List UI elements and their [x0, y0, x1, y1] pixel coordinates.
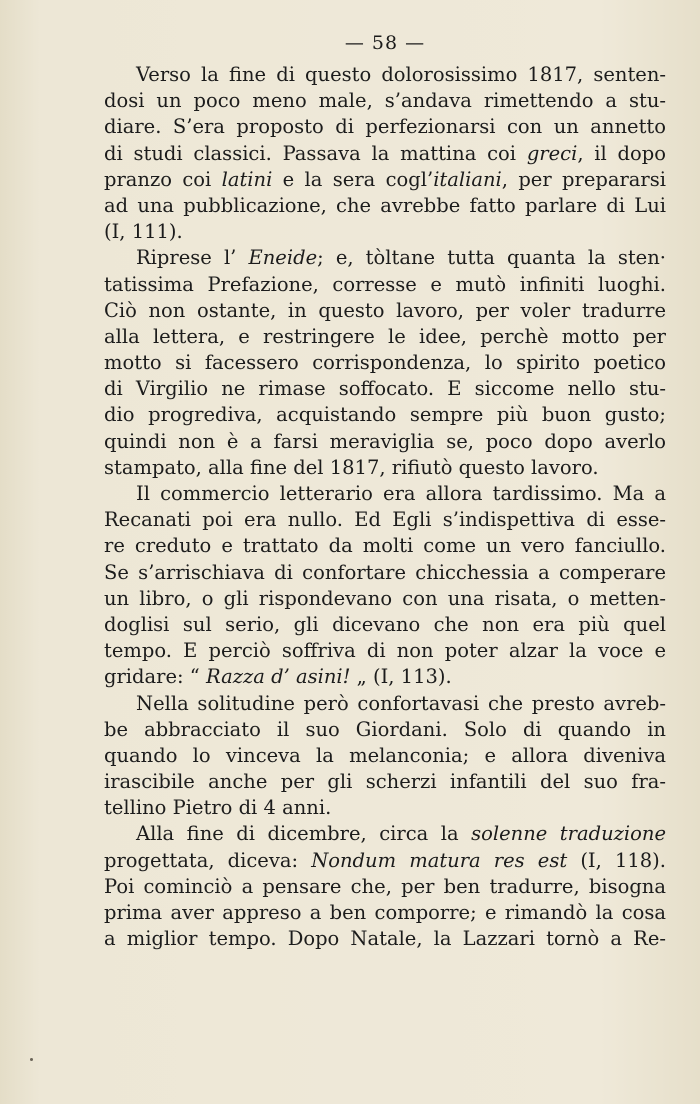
italic-text: Razza d’ asini! — [205, 665, 351, 689]
text-run: Poi cominciò a pensare che, per ben tradurre, bisogna — [104, 874, 666, 898]
text-line — [104, 533, 666, 559]
text-run: Nella solitudine però confortavasi che presto avreb- — [136, 691, 666, 715]
italic-text: italiani — [433, 167, 502, 191]
text-line — [104, 612, 666, 638]
paragraph — [104, 821, 666, 952]
text-run: quindi non è a farsi meraviglia se, poco dopo averlo — [104, 429, 666, 453]
text-run: quando lo vinceva la melanconia; e allora diveniva — [104, 743, 666, 767]
text-line — [104, 429, 666, 455]
text-line — [104, 507, 666, 533]
text-run: dio progrediva, acquistando sempre più buon gusto; — [104, 403, 666, 427]
text-run: Verso la fine di questo dolorosissimo 1817, senten- — [136, 63, 666, 86]
text-line — [104, 926, 666, 952]
text-run: be abbracciato il suo Giordani. Solo di quando in — [104, 717, 666, 741]
text-run: Riprese l’ — [136, 246, 249, 270]
text-line — [104, 298, 666, 324]
text-line — [104, 272, 666, 298]
text-line — [104, 481, 666, 507]
text-line — [104, 88, 666, 114]
page-number: — 58 — — [344, 32, 426, 54]
italic-text: latini — [221, 167, 273, 191]
body-text — [104, 62, 666, 952]
text-run: progettata, diceva: — [104, 848, 312, 872]
text-line — [104, 324, 666, 350]
text-run: Ciò non ostante, in questo lavoro, per voler tradurre — [104, 298, 666, 322]
text-line — [104, 691, 666, 717]
text-line — [104, 219, 666, 245]
paragraph — [104, 691, 666, 822]
text-run: prima aver appreso a ben comporre; e rimandò la cosa — [104, 901, 666, 924]
text-line — [104, 114, 666, 140]
text-line — [104, 821, 666, 847]
text-line — [104, 664, 666, 690]
text-run: di studi classici. Passava la mattina coi — [104, 141, 527, 165]
italic-text: Nondum matura res est — [311, 848, 568, 872]
text-line — [104, 795, 666, 821]
italic-text: solenne traduzione — [471, 822, 666, 846]
text-run: Alla fine di dicembre, circa la — [136, 822, 472, 846]
paragraph — [104, 62, 666, 245]
text-run: ; e, tòltane tutta quanta la sten· — [317, 246, 666, 270]
text-run: tempo. E perciò soffriva di non poter alzar la voce e — [104, 639, 666, 663]
text-run: tellino Pietro di 4 anni. — [104, 796, 332, 820]
text-run: „ (I, 113). — [350, 665, 452, 689]
text-line — [104, 62, 666, 88]
text-run: di Virgilio ne rimase soffocato. E siccome nello stu- — [104, 377, 666, 401]
text-line — [104, 874, 666, 900]
text-run: motto si facessero corrispondenza, lo spirito poetico — [104, 351, 666, 375]
text-run: (I, 111). — [104, 220, 183, 244]
text-run: doglisi sul serio, gli dicevano che non era più quel — [104, 612, 666, 636]
text-line — [104, 455, 666, 481]
text-run: un libro, o gli rispondevano con una risata, o metten- — [104, 586, 666, 610]
text-line — [104, 245, 666, 271]
text-line — [104, 848, 666, 874]
text-line — [104, 638, 666, 664]
text-run: e la sera cogl’ — [272, 167, 434, 191]
text-line — [104, 402, 666, 428]
text-line — [104, 743, 666, 769]
text-run: dosi un poco meno male, s’andava rimettendo a stu- — [104, 89, 666, 113]
text-line — [104, 350, 666, 376]
italic-text: greci — [526, 141, 578, 165]
paper-speck — [30, 1058, 33, 1061]
text-run: re creduto e trattato da molti come un vero fanciullo. — [104, 534, 666, 558]
text-run: , il dopo — [577, 141, 667, 165]
italic-text: Eneide — [248, 246, 318, 270]
text-run: a miglior tempo. Dopo Natale, la Lazzari tornò a Re- — [104, 927, 666, 951]
text-line — [104, 141, 666, 167]
text-run: tatissima Prefazione, corresse e mutò infiniti luoghi. — [104, 272, 666, 296]
paragraph — [104, 481, 666, 691]
text-run: Se s’arrischiava di confortare chicchessia a comperare — [104, 560, 666, 584]
text-line — [104, 560, 666, 586]
text-run: (I, 118). — [567, 848, 666, 872]
paragraph — [104, 245, 666, 481]
text-run: pranzo coi — [104, 167, 222, 191]
text-line — [104, 167, 666, 193]
text-run: diare. S’era proposto di perfezionarsi con un annetto — [104, 115, 666, 139]
text-run: irascibile anche per gli scherzi infantili del suo fra- — [104, 770, 666, 794]
text-line — [104, 586, 666, 612]
text-run: , per prepararsi — [501, 167, 666, 191]
text-run: Il commercio letterario era allora tardissimo. Ma a — [136, 482, 666, 505]
text-line — [104, 900, 666, 926]
text-run: alla lettera, e restringere le idee, perchè motto per — [104, 324, 666, 348]
text-line — [104, 193, 666, 219]
text-run: gridare: “ — [104, 665, 206, 689]
text-line — [104, 376, 666, 402]
text-line — [104, 769, 666, 795]
text-run: ad una pubblicazione, che avrebbe fatto parlare di Lui — [104, 193, 666, 217]
text-line — [104, 717, 666, 743]
text-run: Recanati poi era nullo. Ed Egli s’indispettiva di esse- — [104, 508, 666, 532]
text-run: stampato, alla fine del 1817, rifiutò questo lavoro. — [104, 455, 599, 479]
